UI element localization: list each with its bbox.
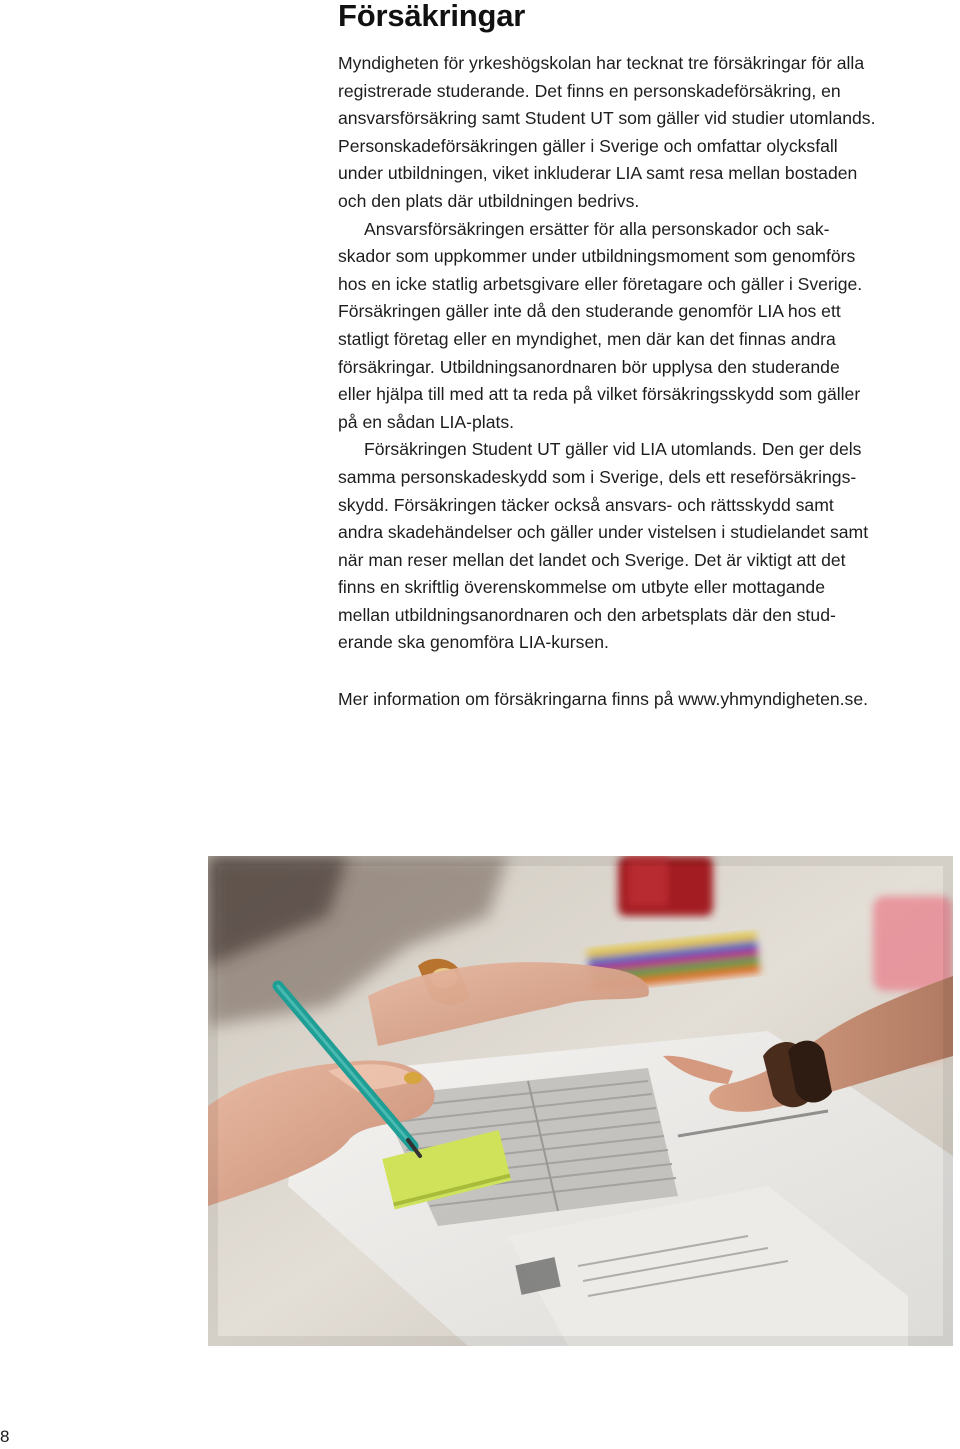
body-line: finns en skriftlig överenskommelse om utbyte eller mottagande — [338, 577, 825, 598]
body-line: mellan utbildningsanordnaren och den arbetsplats där den stud- — [338, 604, 836, 625]
body-text — [338, 50, 942, 657]
body-line: under utbildningen, viket inkluderar LIA samt resa mellan bostaden — [338, 163, 858, 184]
body-line: hos en icke statlig arbetsgivare eller företagare och gäller i Sverige. — [338, 273, 863, 294]
body-line: Myndigheten för yrkeshögskolan har tecknat tre försäkringar för alla — [338, 53, 865, 73]
body-line: andra skadehändelser och gäller under vistelsen i studielandet samt — [338, 522, 869, 543]
body-line: Försäkringen gäller inte då den studerande genomför LIA hos ett — [338, 301, 841, 322]
body-line: eller hjälpa till med att ta reda på vilket försäkringsskydd som gäller — [338, 384, 861, 405]
body-line: och den plats där utbildningen bedrivs. — [338, 190, 640, 211]
body-line: när man reser mellan det landet och Sverige. Det är viktigt att det — [338, 549, 846, 570]
body-line: på en sådan LIA-plats. — [338, 411, 515, 432]
body-line: samma personskadeskydd som i Sverige, dels ett reseförsäkrings- — [338, 466, 857, 487]
more-info-text: Mer information om försäkringarna finns på www.yhmyndigheten.se. — [338, 689, 869, 709]
body-line: Försäkringen Student UT gäller vid LIA utomlands. Den ger dels — [364, 439, 862, 460]
page-number: 8 — [0, 1427, 10, 1446]
body-line: erande ska genomföra LIA-kursen. — [338, 632, 609, 653]
photo-students-writing — [208, 856, 953, 1346]
body-line: skador som uppkommer under utbildningsmoment som genomförs — [338, 246, 856, 267]
body-line: registrerade studerande. Det finns en personskadeförsäkring, en — [338, 80, 841, 101]
body-line: skydd. Försäkringen täcker också ansvars- och rättsskydd samt — [338, 494, 834, 515]
body-line: Ansvarsförsäkringen ersätter för alla personskador och sak- — [364, 218, 830, 239]
body-line: försäkringar. Utbildningsanordnaren bör upplysa den studerande — [338, 356, 840, 377]
body-line: Personskadeförsäkringen gäller i Sverige och omfattar olycksfall — [338, 135, 838, 156]
page-title: Försäkringar — [338, 0, 526, 33]
photo-illustration — [208, 856, 953, 1346]
body-line: ansvarsförsäkring samt Student UT som gäller vid studier utomlands. — [338, 108, 876, 129]
body-line: statligt företag eller en myndighet, men där kan det finnas andra — [338, 328, 836, 349]
